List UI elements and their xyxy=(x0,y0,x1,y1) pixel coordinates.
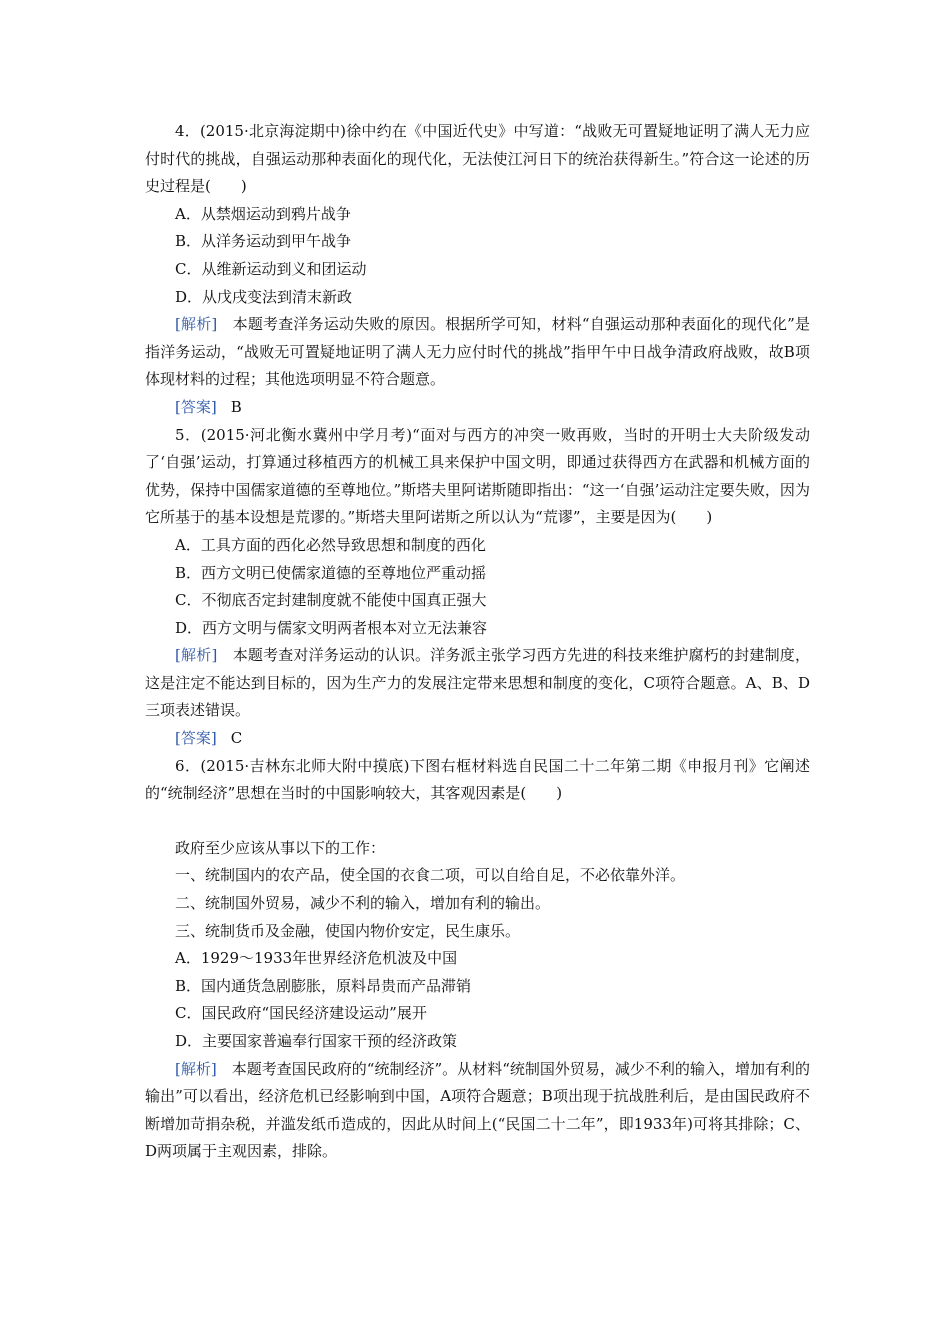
analysis-tag: [解析] xyxy=(175,646,218,665)
question-6-stem: 6．(2015·吉林东北师大附中摸底)下图右框材料选自民国二十二年第二期《申报月刊》它阐述的“统制经济”思想在当时的中国影响较大，其客观因素是( ) xyxy=(145,756,810,803)
question-5-stem: 5．(2015·河北衡水冀州中学月考)“面对与西方的冲突一败再败，当时的开明士大夫阶级发动了‘自强’运动，打算通过移植西方的机械工具来保护中国文明，即通过获得西方在武器和机械方面的优势，保持中国儒家道德的至尊地位。”斯塔夫里阿诺斯随即指出：“这一‘自强’运动注定要失败，因为它所基于的基本设想是荒谬的。”斯塔夫里阿诺斯之所以认为“荒谬”，主要是因为( ) xyxy=(145,425,810,527)
question-5-option-b: B．西方文明已使儒家道德的至尊地位严重动摇 xyxy=(175,563,487,582)
spacer xyxy=(145,808,810,835)
answer-tag: [答案] xyxy=(175,729,217,748)
question-5-option-c: C．不彻底否定封建制度就不能使中国真正强大 xyxy=(175,591,487,610)
material-line: 三、统制货币及金融，使国内物价安定，民生康乐。 xyxy=(175,921,521,940)
question-4-answer xyxy=(145,394,810,422)
question-5-option-d: D．西方文明与儒家文明两者根本对立无法兼容 xyxy=(175,618,488,637)
question-4-option-b: B．从洋务运动到甲午战争 xyxy=(175,232,352,251)
analysis-text: 本题考查对洋务运动的认识。洋务派主张学习西方先进的科技来维护腐朽的封建制度，这是注定不能达到目标的，因为生产力的发展注定带来思想和制度的变化，C项符合题意。A、B、D三项表述错误。 xyxy=(145,646,810,720)
question-5-option-a: A．工具方面的西化必然导致思想和制度的西化 xyxy=(175,535,486,554)
question-4-stem: 4．(2015·北京海淀期中)徐中约在《中国近代史》中写道：“战败无可置疑地证明了满人无力应付时代的挑战，自强运动那种表面化的现代化，无法使江河日下的统治获得新生。”符合这一论述的历史过程是( ) xyxy=(145,122,810,196)
question-4-option-d: D．从戊戌变法到清末新政 xyxy=(175,287,353,306)
material-line: 二、统制国外贸易，减少不利的输入，增加有利的输出。 xyxy=(175,894,551,913)
question-6-option-a: A．1929～1933年世界经济危机波及中国 xyxy=(175,949,458,968)
analysis-tag: [解析] xyxy=(175,315,218,334)
answer-value: C xyxy=(230,729,243,748)
question-6-option-c: C．国民政府“国民经济建设运动”展开 xyxy=(175,1004,427,1023)
question-4-analysis xyxy=(145,311,810,394)
question-5-answer xyxy=(145,725,810,753)
material-line: 一、统制国内的农产品，使全国的衣食二项，可以自给自足，不必依靠外洋。 xyxy=(175,866,686,885)
question-6-option-d: D．主要国家普遍奉行国家干预的经济政策 xyxy=(175,1032,458,1050)
question-6-analysis xyxy=(145,1056,810,1166)
analysis-text: 本题考查洋务运动失败的原因。根据所学可知，材料“自强运动那种表面化的现代化”是指洋务运动，“战败无可置疑地证明了满人无力应付时代的挑战”指甲午中日战争清政府战败，故B项体现材料的过程；其他选项明显不符合题意。 xyxy=(145,315,810,389)
question-4-option-c: C．从维新运动到义和团运动 xyxy=(175,259,367,278)
analysis-tag: [解析] xyxy=(175,1059,217,1078)
answer-value: B xyxy=(230,397,242,416)
analysis-text: 本题考查国民政府的“统制经济”。从材料“统制国外贸易，减少不利的输入，增加有利的输出”可以看出，经济危机已经影响到中国，A项符合题意；B项出现于抗战胜利后，是由国民政府不断增加苛捐杂税，并滥发纸币造成的，因此从时间上(“民国二十二年”，即1933年)可将其排除；C、D两项属于主观因素，排除。 xyxy=(145,1059,810,1161)
question-5-analysis xyxy=(145,642,810,725)
document-page xyxy=(145,118,810,1166)
material-line: 政府至少应该从事以下的工作： xyxy=(175,838,386,857)
question-6-option-b: B．国内通货急剧膨胀，原料昂贵而产品滞销 xyxy=(175,976,472,995)
answer-tag: [答案] xyxy=(175,397,217,416)
question-6-material-box xyxy=(145,835,810,945)
question-4-option-a: A．从禁烟运动到鸦片战争 xyxy=(175,204,351,223)
